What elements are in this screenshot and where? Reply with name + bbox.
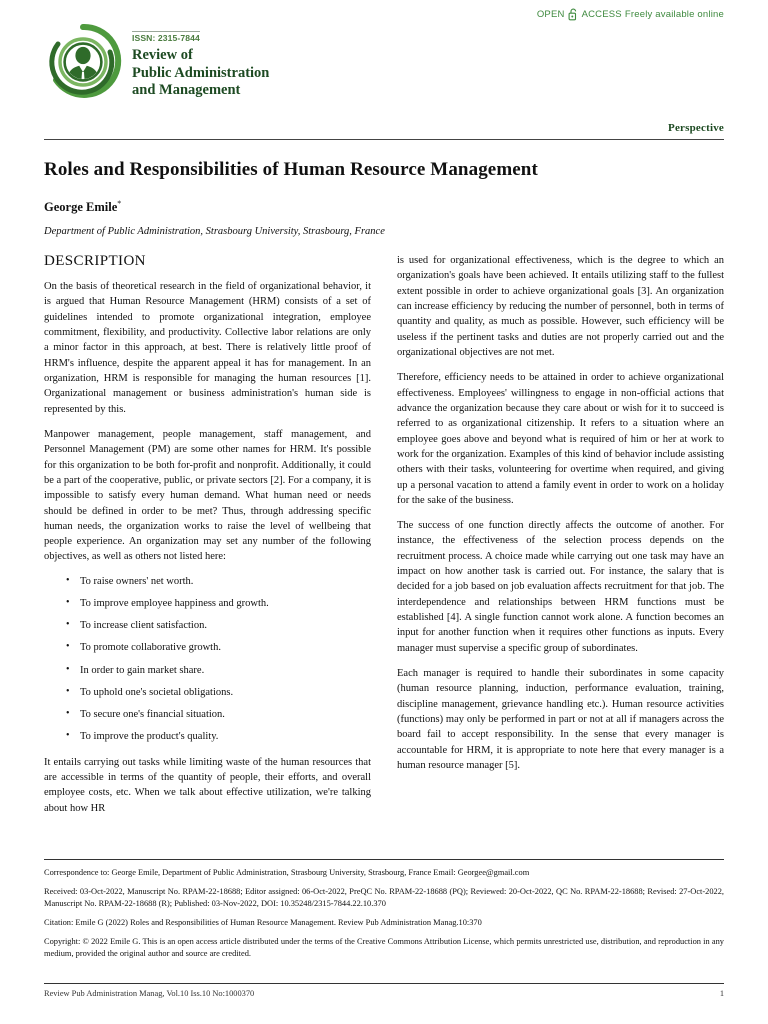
correspondence-note: Correspondence to: George Emile, Department of Public Administration, Strasbourg University, Strasbourg, France Email: Georgee@gmail.com — [44, 868, 530, 878]
open-access-access-label: ACCESS — [581, 9, 622, 20]
page-number: 1 — [719, 989, 724, 998]
column-left — [44, 253, 371, 826]
open-lock-icon — [568, 8, 579, 21]
list-item: • In order to gain market share. — [66, 664, 371, 679]
footnotes-block — [44, 859, 724, 962]
open-access-open-label: OPEN — [536, 9, 565, 20]
journal-title — [132, 47, 269, 100]
paragraph: It entails carrying out tasks while limiting waste of the human resources that are accessible in terms of the quantity of people, their efforts, and overall employee costs, etc. When we talk about effective utilization, we're talking about how HR — [44, 756, 371, 814]
author-affiliation: Department of Public Administration, Strasbourg University, Strasbourg, France — [44, 225, 385, 237]
journal-brand — [44, 22, 724, 100]
author-correspondence-mark: * — [117, 198, 122, 208]
article-type-bar — [44, 118, 724, 137]
paragraph: The success of one function directly affects the outcome of another. For instance, the effectiveness of the selection process depends on the recruitment process. A choice made while carrying out one task may have an impact on how another task is carried out. For instance, the salary that is decided for a job based on job evaluation affects recruitment for that job. The interdependence and relationships between HRM functions must be established [4]. A single function cannot work alone. A function becomes an input for another function when it requires other functions as inputs. Every manager must supervise a specific group of subordinates. — [397, 520, 724, 654]
journal-title-line-3: and Management — [132, 82, 241, 99]
list-item: • To uphold one's societal obligations. — [66, 686, 371, 701]
objectives-list — [44, 575, 371, 745]
article-body — [44, 253, 724, 826]
journal-title-line-1: Review of — [132, 47, 193, 63]
article-type-label: Perspective — [668, 122, 724, 134]
list-item: • To increase client satisfaction. — [66, 619, 371, 634]
author-name — [44, 199, 724, 215]
page-title: Roles and Responsibilities of Human Resource Management — [44, 159, 538, 180]
journal-reference: Review Pub Administration Manag, Vol.10 Iss.10 No:1000370 — [44, 989, 255, 998]
article-history-note: Received: 03-Oct-2022, Manuscript No. RPAM-22-18688; Editor assigned: 06-Oct-2022, PreQC No. RPAM-22-18688 (PQ); Reviewed: 20-Oct-2022, QC No. RPAM-22-18688; Revised: 27-Oct-2022, Manuscript No. RPAM-22-18688 (R); Published: 03-Nov-2022, DOI: 10.35248/2315-7844.22.10.370 — [44, 887, 724, 909]
copyright-note: Copyright: © 2022 Emile G. This is an open access article distributed under the terms of the Creative Commons Attribution License, which permits unrestricted use, distribution, and reproduction in any medium, provided the original author and source are credited. — [44, 937, 724, 959]
footnotes-divider — [44, 859, 724, 860]
open-access-tagline: Freely available online — [624, 9, 724, 20]
journal-logo-icon — [44, 22, 122, 100]
journal-nameplate — [132, 22, 269, 100]
masthead — [44, 0, 724, 118]
paragraph: On the basis of theoretical research in the field of organizational behavior, it is argued that Human Resource Management (HRM) consists of a set of guidelines intended to promote organizational integration, employee commitment, flexibility, and productivity. Collective labor relations are only a minor factor in this approach, at best. There is relatively little proof of HRM's influence, despite the apparent appeal it has for management. In an organization, HRM is responsible for managing the human resources [1]. Organizational management or business administration's human side is represented by this. — [44, 280, 371, 415]
paragraph: is used for organizational effectiveness, which is the degree to which an organization's goals have been achieved. It entails utilizing staff to the fullest extent possible in order to achieve organizational goals [3]. An organization can increase efficiency by reducing the number of personnel, both in terms of quantity and quality, as much as possible. However, such efficiency will be useless if the pertinent tasks and duties are not properly carried out and the organizational objectives are not met. — [397, 254, 724, 358]
list-item: • To improve the product's quality. — [66, 730, 371, 745]
page-footer-divider — [44, 983, 724, 984]
page-footer — [44, 983, 724, 998]
paragraph: Therefore, efficiency needs to be attained in order to achieve organizational effectiveness. Employees' willingness to engage in non-official actions that advance the organization because they care about or wish for it to succeed is referred to as organizational citizenship. It refers to a situation where an employee goes above and beyond what is required of him or her at work to work for the organization. Examples of this kind of behavior include assisting others with their tasks, volunteering for overtime when required, and giving up a personal vacation to attend a family event in order to work on a holiday for the sake of the business. — [397, 372, 724, 506]
section-heading-description: DESCRIPTION — [44, 252, 146, 269]
header-divider — [44, 139, 724, 140]
citation-note: Citation: Emile G (2022) Roles and Responsibilities of Human Resource Management. Review Pub Administration Manag.10:370 — [44, 918, 482, 928]
list-item: • To improve employee happiness and growth. — [66, 597, 371, 612]
open-access-banner — [537, 8, 724, 21]
paragraph: Manpower management, people management, staff management, and Personnel Management (PM) are some other names for HRM. It's possible for this organization to be both for-profit and nonprofit. Additionally, it could be a part of the cooperative, public, or private sectors [2]. For a company, it is impossible to satisfy every human demand. What human need or needs should be defined in order to be met? Thus, through addressing specific human needs, the organization works to raise the level of wellbeing that people experience. An organization may set any number of the following objectives, as well as others not listed here: — [44, 428, 371, 563]
list-item: • To raise owners' net worth. — [66, 575, 371, 590]
paragraph: Each manager is required to handle their subordinates in some capacity (human resource planning, induction, performance evaluation, training, discipline management, grievance handling etc.). Human resource activities (functions) may only be performed in part or not at all if managers across the board fail to accept responsibility. In the sense that every manager is accountable for HRM, it is appropriate to note here that every manager is a human resource manager [5]. — [397, 668, 724, 772]
journal-title-line-2: Public Administration — [132, 64, 270, 81]
issn-label: ISSN: 2315-7844 — [132, 31, 200, 44]
column-right — [397, 253, 724, 826]
list-item: • To secure one's financial situation. — [66, 708, 371, 723]
list-item: • To promote collaborative growth. — [66, 641, 371, 656]
author-label: George Emile — [44, 199, 118, 214]
